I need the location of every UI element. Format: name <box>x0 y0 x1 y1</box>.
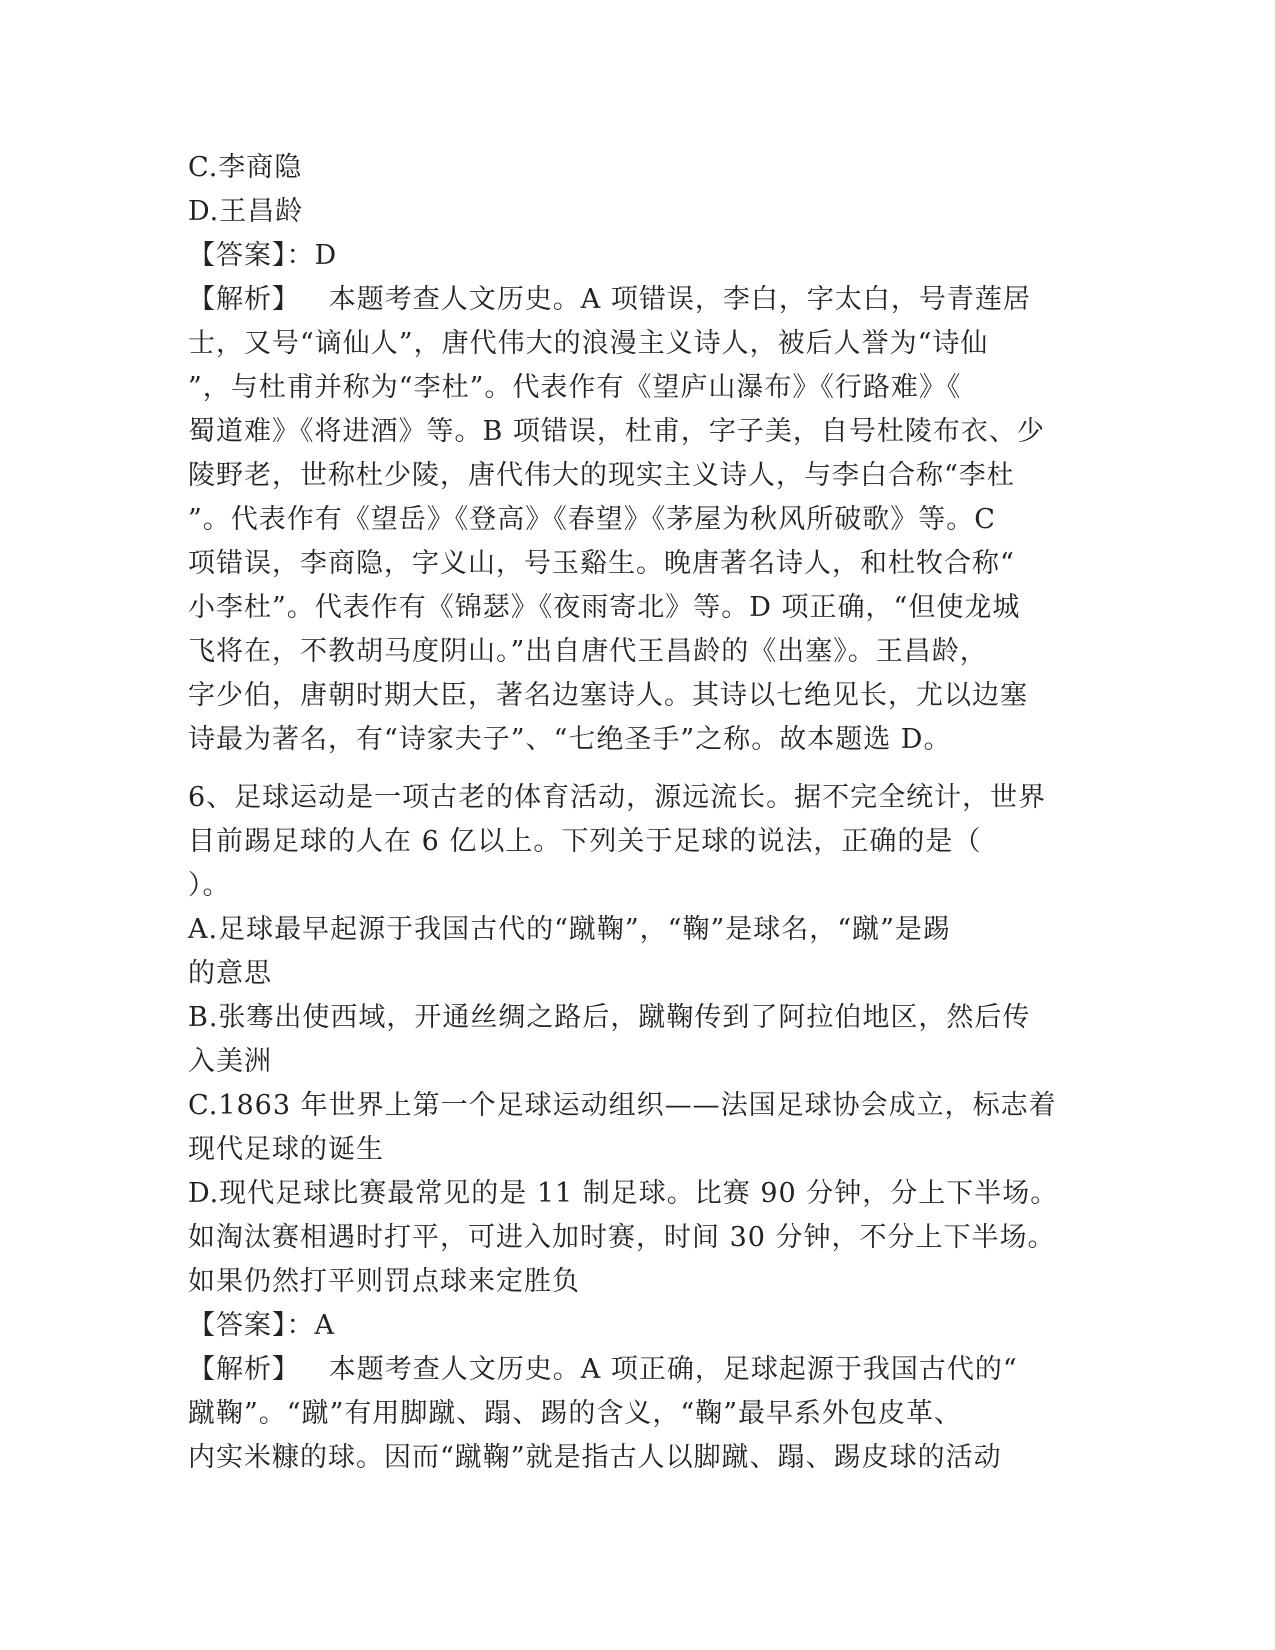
q6-analysis-line: 内实米糠的球。因而“蹴鞠”就是指古人以脚蹴、蹋、踢皮球的活动 <box>188 1442 1002 1473</box>
q5-option-c: C.李商隐 <box>188 152 303 183</box>
q6-question-line: 6、足球运动是一项古老的体育活动，源远流长。据不完全统计，世界 <box>188 782 1047 813</box>
q6-option-b: B.张骞出使西域，开通丝绸之路后，蹴鞠传到了阿拉伯地区，然后传 <box>188 1002 1031 1033</box>
q6-option-c: C.1863 年世界上第一个足球运动组织——法国足球协会成立，标志着 <box>188 1090 1057 1121</box>
q6-option-d: 如淘汰赛相遇时打平，可进入加时赛，时间 30 分钟，不分上下半场。 <box>188 1222 1056 1253</box>
q5-analysis-line: 陵野老，世称杜少陵，唐代伟大的现实主义诗人，与李白合称“李杜 <box>188 460 1015 491</box>
q6-answer: 【答案】：A <box>188 1310 335 1341</box>
q5-analysis-line: 小李杜”。代表作有《锦瑟》《夜雨寄北》等。D 项正确，“但使龙城 <box>188 592 1021 623</box>
q5-analysis-line: 蜀道难》《将进酒》等。B 项错误，杜甫，字子美，自号杜陵布衣、少 <box>188 416 1045 447</box>
q6-option-d: 如果仍然打平则罚点球来定胜负 <box>188 1266 580 1297</box>
q5-analysis-line: 士，又号“谪仙人”，唐代伟大的浪漫主义诗人，被后人誉为“诗仙 <box>188 328 989 359</box>
q6-option-b: 入美洲 <box>188 1046 272 1077</box>
q6-question-line: ）。 <box>188 870 231 901</box>
q6-option-a: 的意思 <box>188 958 272 989</box>
q5-answer: 【答案】：D <box>188 240 338 271</box>
q5-analysis-line: 字少伯，唐朝时期大臣，著名边塞诗人。其诗以七绝见长，尤以边塞 <box>188 680 1028 711</box>
document-content <box>188 146 1088 1480</box>
q6-analysis-line: 蹴鞠”。“蹴”有用脚蹴、蹋、踢的含义，“鞠”最早系外包皮革、 <box>188 1398 963 1429</box>
q5-option-d: D.王昌龄 <box>188 196 304 227</box>
q5-analysis-line: 诗最为著名，有“诗家夫子”、“七绝圣手”之称。故本题选 D。 <box>188 724 952 755</box>
q5-analysis-line: 项错误，李商隐，字义山，号玉谿生。晚唐著名诗人，和杜牧合称“ <box>188 548 1015 579</box>
q5-analysis-line: 【解析】 本题考查人文历史。A 项错误，李白，字太白，号青莲居 <box>188 284 1031 315</box>
q5-analysis-line: 飞将在，不教胡马度阴山。”出自唐代王昌龄的《出塞》。王昌龄， <box>188 636 988 667</box>
q5-analysis-line: ”，与杜甫并称为“李杜”。代表作有《望庐山瀑布》《行路难》《 <box>188 372 962 403</box>
q6-analysis-line: 【解析】 本题考查人文历史。A 项正确，足球起源于我国古代的“ <box>188 1354 1018 1385</box>
q5-analysis-line: ”。代表作有《望岳》《登高》《春望》《茅屋为秋风所破歌》等。C <box>188 504 996 535</box>
q6-option-a: A.足球最早起源于我国古代的“蹴鞠”，“鞠”是球名，“蹴”是踢 <box>188 914 951 945</box>
q6-question-line: 目前踢足球的人在 6 亿以上。下列关于足球的说法，正确的是（ <box>188 826 982 857</box>
section-gap <box>188 762 1088 776</box>
q6-option-d: D.现代足球比赛最常见的是 11 制足球。比赛 90 分钟，分上下半场。 <box>188 1178 1059 1209</box>
q6-option-c: 现代足球的诞生 <box>188 1134 384 1165</box>
